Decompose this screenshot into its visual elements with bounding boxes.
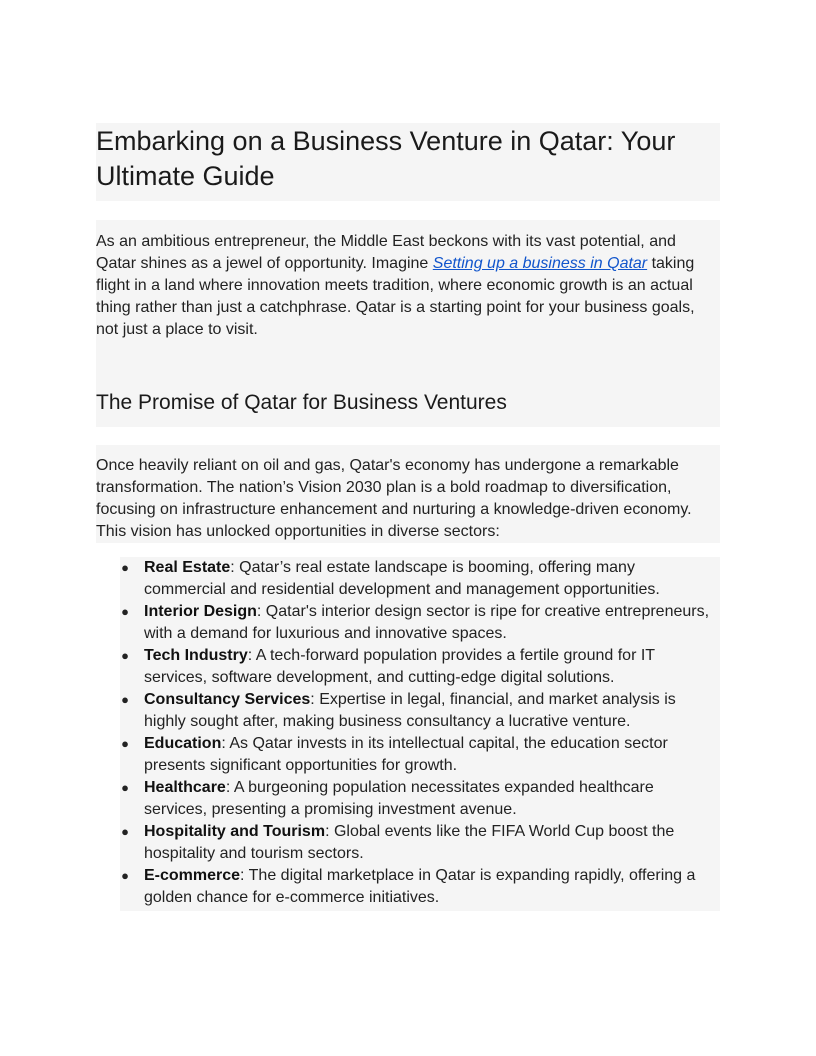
list-item [120,821,720,865]
title-block [96,123,720,201]
intro-paragraph [96,220,720,341]
bullet-icon: ● [121,604,129,619]
sector-description: : Qatar’s real estate landscape is booming, offering many commercial and residential development and management opportunities. [144,559,660,598]
list-item [120,601,720,645]
bullet-icon: ● [121,736,129,751]
promise-block [96,445,720,543]
list-item [120,645,720,689]
intro-text-after-link: taking flight in a land where innovation meets tradition, where economic growth is an actual thing rather than just a catchphrase. Qatar is a starting point for your business goals, not just a place to visit. [96,255,695,338]
sector-description: : As Qatar invests in its intellectual capital, the education sector presents significant opportunities for growth. [144,735,668,774]
sector-name: Interior Design [144,603,257,620]
sector-description: : A burgeoning population necessitates expanded healthcare services, presenting a promising investment avenue. [144,779,654,818]
sector-name: E-commerce [144,867,241,884]
setup-business-link[interactable]: Setting up a business in Qatar [432,255,648,272]
section-heading: The Promise of Qatar for Business Ventures [96,391,507,414]
bullet-icon: ● [121,824,129,839]
sector-name: Hospitality and Tourism [144,823,326,840]
sector-name: Real Estate [144,559,231,576]
sector-description: : The digital marketplace in Qatar is expanding rapidly, offering a golden chance for e-commerce initiatives. [144,867,696,906]
intro-block [96,220,720,427]
list-item [120,733,720,777]
sectors-list-block [120,557,720,911]
sector-description: : Global events like the FIFA World Cup boost the hospitality and tourism sectors. [144,823,675,862]
list-item [120,557,720,601]
list-item [120,865,720,909]
section-paragraph: Once heavily reliant on oil and gas, Qatar's economy has undergone a remarkable transformation. The nation’s Vision 2030 plan is a bold roadmap to diversification, focusing on infrastructure enhancement and nurturing a knowledge-driven economy. This vision has unlocked opportunities in diverse sectors: [96,457,692,540]
bullet-icon: ● [121,780,129,795]
sector-name: Tech Industry [144,647,248,664]
sectors-list [120,557,720,909]
page-title: Embarking on a Business Venture in Qatar: Your Ultimate Guide [96,126,676,191]
sector-description: : A tech-forward population provides a fertile ground for IT services, software development, and cutting-edge digital solutions. [144,647,655,686]
list-item [120,777,720,821]
bullet-icon: ● [121,648,129,663]
intro-text-before-link: As an ambitious entrepreneur, the Middle East beckons with its vast potential, and Qatar shines as a jewel of opportunity. Imagine [96,233,676,272]
sector-description: : Expertise in legal, financial, and market analysis is highly sought after, making business consultancy a lucrative venture. [144,691,676,730]
sector-description: : Qatar's interior design sector is ripe for creative entrepreneurs, with a demand for luxurious and innovative spaces. [144,603,710,642]
bullet-icon: ● [121,692,129,707]
list-item [120,689,720,733]
bullet-icon: ● [121,868,129,883]
sector-name: Consultancy Services [144,691,311,708]
bullet-icon: ● [121,560,129,575]
sector-name: Education [144,735,222,752]
sector-name: Healthcare [144,779,226,796]
